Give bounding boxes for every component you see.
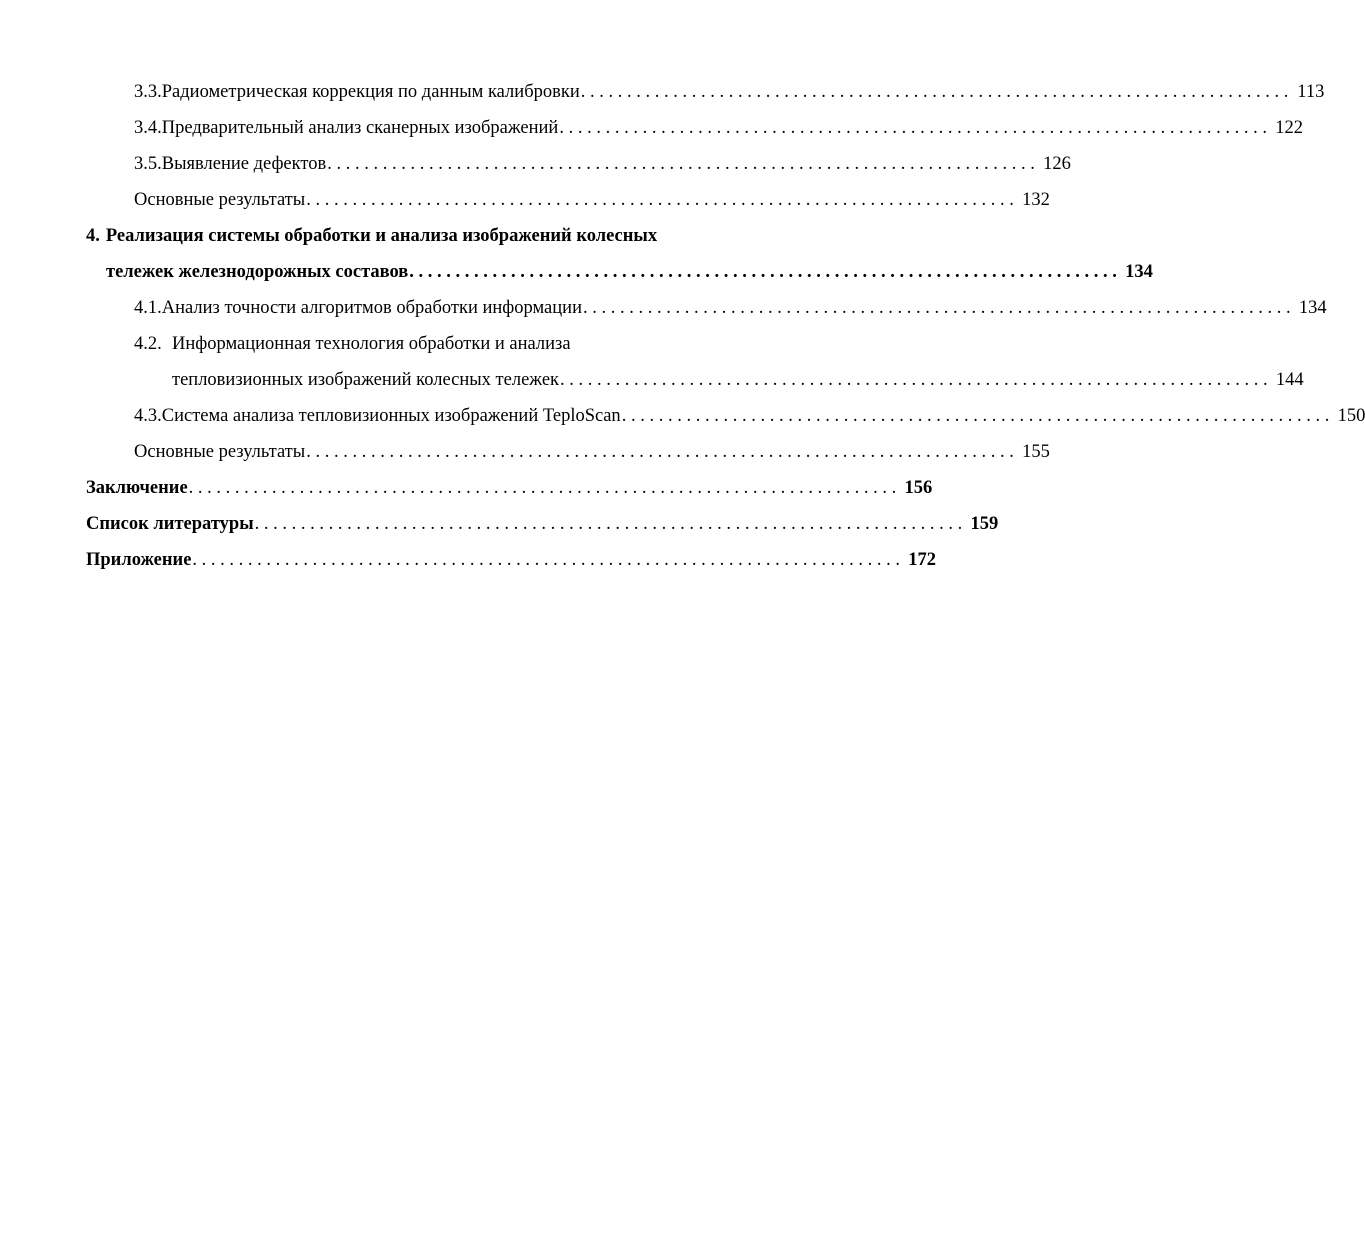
dot-leader (559, 115, 1267, 141)
toc-entry-title: Предварительный анализ сканерных изображений (161, 118, 559, 138)
dot-leader (327, 151, 1035, 177)
toc-entry-title: Анализ точности алгоритмов обработки информации (161, 298, 582, 318)
toc-entry-title: Радиометрическая коррекция по данным калибровки (161, 82, 580, 102)
toc-entry-page: 155 (1022, 442, 1050, 462)
toc-entry-4-1[interactable] (134, 295, 1327, 321)
toc-entry-bibliography[interactable] (86, 511, 999, 537)
toc-entry-conclusion[interactable] (86, 475, 933, 501)
dot-leader (306, 439, 1014, 465)
dot-leader (189, 475, 897, 501)
dot-leader (560, 367, 1268, 393)
toc-entry-title-line1: Реализация системы обработки и анализа изображений колесных (105, 226, 658, 246)
toc-entry-title-line1: Информационная технология обработки и анализа (172, 334, 571, 354)
toc-entry-appendix[interactable] (86, 547, 937, 573)
toc-entry-number: 3.3. (134, 82, 162, 102)
toc-entry-page: 122 (1275, 118, 1303, 138)
toc-entry-chapter-4-results[interactable] (134, 439, 1050, 465)
toc-entry-number: 4.1. (134, 298, 162, 318)
toc-entry-title: Основные результаты (134, 190, 306, 210)
toc-entry-page: 150 (1337, 406, 1365, 426)
dot-leader (192, 547, 900, 573)
dot-leader (581, 79, 1289, 105)
toc-entry-chapter-4[interactable] (86, 223, 744, 249)
toc-entry-number: 4. (86, 226, 100, 246)
toc-entry-page: 134 (1298, 298, 1327, 318)
toc-entry-page: 126 (1043, 154, 1071, 174)
toc-entry-number: 4.3. (134, 406, 162, 426)
dot-leader (583, 295, 1291, 321)
toc-entry-page: 159 (970, 514, 999, 534)
toc-entry-number: 4.2. (134, 334, 162, 354)
toc-entry-title-line2: тележек железнодорожных составов (106, 262, 409, 282)
toc-entry-title: Приложение (86, 550, 192, 570)
toc-entry-page: 132 (1022, 190, 1050, 210)
toc-entry-chapter-4-continued[interactable] (106, 259, 1153, 285)
toc-entry-title: Система анализа тепловизионных изображений TeploScan (161, 406, 621, 426)
toc-entry-number: 3.5. (134, 154, 162, 174)
toc-entry-3-5[interactable] (134, 151, 1071, 177)
toc-entry-page: 113 (1297, 82, 1325, 102)
toc-entry-3-4[interactable] (134, 115, 1303, 141)
toc-entry-title: Основные результаты (134, 442, 306, 462)
toc-entry-title: Список литературы (86, 514, 254, 534)
toc-entry-title: Выявление дефектов (161, 154, 327, 174)
dot-leader (306, 187, 1014, 213)
toc-entry-page: 172 (908, 550, 937, 570)
toc-entry-4-2-continued[interactable] (172, 367, 1304, 393)
toc-entry-4-3[interactable] (134, 403, 1365, 429)
toc-entry-title: Заключение (86, 478, 188, 498)
dot-leader (622, 403, 1330, 429)
toc-entry-title-line2: тепловизионных изображений колесных тележек (172, 370, 560, 390)
dot-leader (255, 511, 963, 537)
toc-entry-page: 134 (1125, 262, 1153, 282)
toc-entry-chapter-3-results[interactable] (134, 187, 1050, 213)
dot-leader (409, 259, 1117, 285)
toc-entry-3-3[interactable] (134, 79, 1325, 105)
toc-entry-number: 3.4. (134, 118, 162, 138)
toc-entry-4-2[interactable] (134, 331, 744, 357)
toc-entry-page: 144 (1275, 370, 1304, 390)
toc-entry-page: 156 (904, 478, 933, 498)
